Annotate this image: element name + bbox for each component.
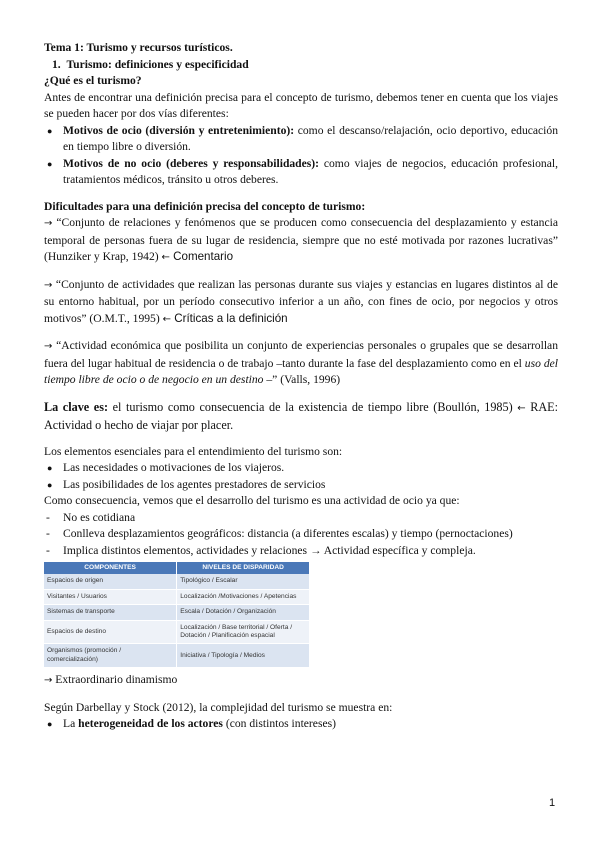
list-item: ● La heterogeneidad de los actores (con distintos intereses): [44, 716, 558, 733]
rae-definition: RAE: Actividad o hecho de viajar por placer.: [44, 399, 559, 432]
table-cell: Localización /Motivaciones / Apetencias: [177, 589, 310, 604]
arrow-left-icon: ←: [517, 402, 526, 414]
table-cell: Sistemas de transporte: [44, 605, 177, 620]
comment-note: Comentario: [169, 250, 234, 263]
dynamism-line: → Extraordinario dinamismo: [44, 673, 178, 687]
table-cell: Escala / Dotación / Organización: [177, 605, 310, 620]
table-cell: Espacios de origen: [44, 574, 177, 589]
table-cell: Iniciativa / Tipología / Medios: [177, 644, 310, 668]
document-page: [44, 40, 558, 733]
motive-text: como viajes de negocios, educación profesional, tratamientos médicos, tránsito u otros deberes.: [63, 156, 558, 186]
table-cell: Tipológico / Escalar: [177, 574, 310, 589]
section-number: 1.: [52, 57, 61, 71]
table-cell: Espacios de destino: [44, 620, 177, 644]
complexity-intro: Según Darbellay y Stock (2012), la complejidad del turismo se muestra en:: [44, 700, 393, 714]
arrow-right-icon: →: [44, 279, 53, 291]
complexity-list: [44, 716, 558, 733]
table-header-row: [44, 562, 310, 574]
table-row: [44, 574, 310, 589]
table-cell: Localización / Base territorial / Oferta / Dotación / Planificación espacial: [177, 620, 310, 644]
critique-note: Críticas a la definición: [171, 311, 288, 325]
arrow-right-icon: →: [44, 218, 53, 229]
table-row: [44, 620, 310, 644]
definition-hunziker: → “Conjunto de relaciones y fenómenos que se producen como consecuencia del desplazamiento y estancia temporal de personas fuera de su lugar de residencia, siempre que no esté motivada por razones lucrativas” (Hunziker y Krap, 1942) ← Comentario: [44, 216, 558, 263]
document-title: Tema 1: Turismo y recursos turísticos.: [44, 41, 233, 54]
section-title: Turismo: definiciones y especificidad: [66, 57, 249, 71]
elements-list: [44, 460, 558, 493]
motive-bold: Motivos de no ocio (deberes y responsabilidades):: [63, 156, 320, 170]
elements-intro: Los elementos esenciales para el entendimiento del turismo son:: [44, 444, 343, 458]
table-cell: Organismos (promoción / comercialización): [44, 644, 177, 668]
table-cell: Visitantes / Usuarios: [44, 589, 177, 604]
actors-bold: heterogeneidad de los actores: [78, 717, 223, 731]
arrow-right-icon: →: [44, 675, 53, 687]
italic-phrase: uso del tiempo libre de ocio o de negocio en un destino: [44, 356, 558, 386]
key-label: La clave es:: [44, 399, 109, 414]
consequence-list: [44, 510, 558, 560]
arrow-left-icon: ←: [162, 313, 171, 325]
intro-paragraph: Antes de encontrar una definición precisa para el concepto de turismo, debemos tener en cuenta que los viajes se pueden hacer por dos vías diferentes:: [44, 90, 558, 120]
list-item: [44, 156, 558, 189]
motive-text: como el descanso/relajación, ocio deportivo, educación en tiempo libre o diversión.: [63, 123, 558, 153]
consequence-intro: Como consecuencia, vemos que el desarrollo del turismo es una actividad de ocio ya que:: [44, 494, 460, 507]
list-item: - No es cotidiana: [44, 510, 558, 527]
table-row: [44, 644, 310, 668]
motive-bold: Motivos de ocio (diversión y entretenimiento):: [63, 123, 295, 137]
key-paragraph: La clave es: el turismo como consecuencia de la existencia de tiempo libre (Boullón, 1985) ← RAE: Actividad o hecho de viajar por placer.: [44, 399, 559, 432]
list-item: - Implica distintos elementos, actividades y relaciones → Actividad específica y compleja.: [44, 543, 558, 560]
table-row: [44, 589, 310, 604]
table-header: NIVELES DE DISPARIDAD: [177, 562, 310, 574]
definition-valls: → “Actividad económica que posibilita un conjunto de experiencias personales o grupales que se desarrollan fuera del lugar habitual de residencia o de trabajo –tanto durante la fase del desplazamiento como en el uso del tiempo libre de ocio o de negocio en un destino –” (Valls, 1996): [44, 339, 558, 386]
question-heading: ¿Qué es el turismo?: [44, 74, 142, 87]
table-header: COMPONENTES: [44, 562, 177, 574]
list-item: [44, 123, 558, 156]
motives-list: [44, 123, 558, 189]
arrow-left-icon: ←: [161, 252, 170, 263]
arrow-right-icon: →: [44, 341, 53, 352]
list-item: - Conlleva desplazamientos geográficos: distancia (a diferentes escalas) y tiempo (pernoctaciones): [44, 526, 558, 543]
table-row: [44, 605, 310, 620]
page-number: 1: [549, 797, 556, 809]
definition-omt: → “Conjunto de actividades que realizan las personas durante sus viajes y estancias en lugares distintos al de su entorno habitual, por un período consecutivo inferior a un año, con fines de ocio, por negocios y otros motivos” (O.M.T., 1995) ← Críticas a la definición: [44, 277, 558, 325]
list-item: ● Las posibilidades de los agentes prestadores de servicios: [44, 477, 558, 494]
components-table: [44, 562, 310, 668]
section-heading: [44, 57, 558, 74]
difficulties-heading: Dificultades para una definición precisa del concepto de turismo:: [44, 199, 366, 213]
list-item: ● Las necesidades o motivaciones de los viajeros.: [44, 460, 558, 477]
